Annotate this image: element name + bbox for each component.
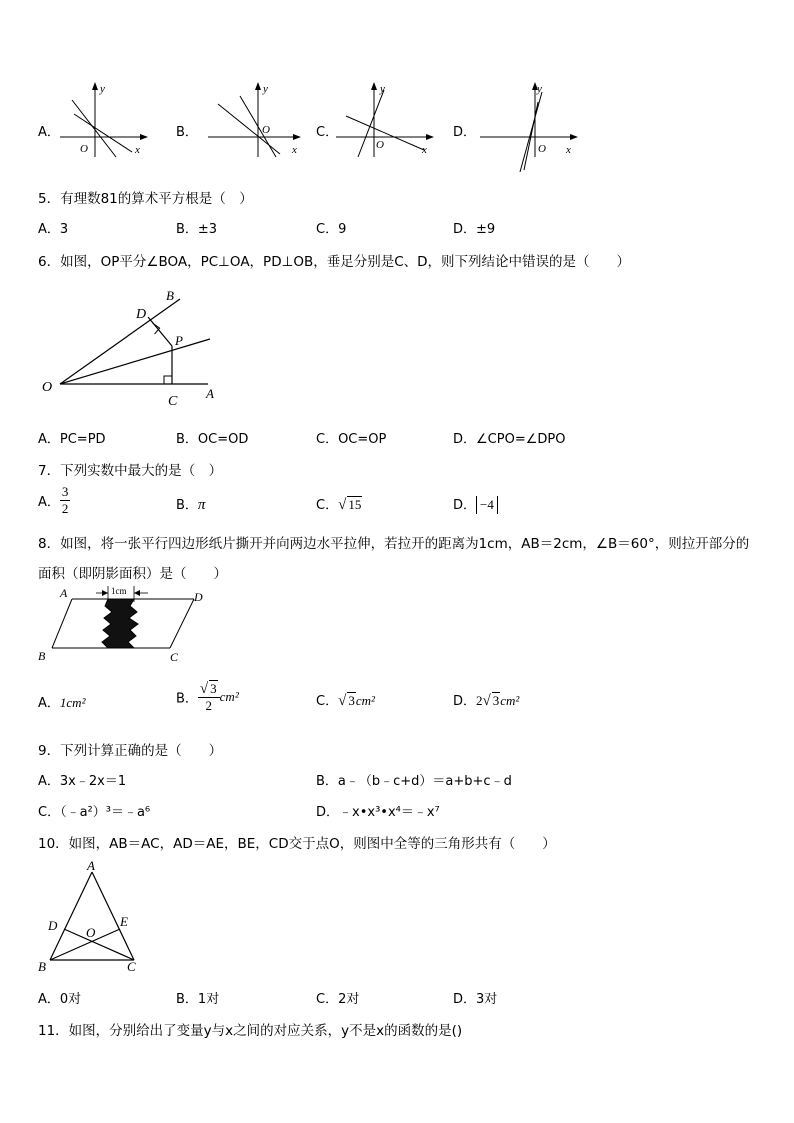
q6-label-b: B	[166, 288, 174, 303]
q8-stem-line1: 8．如图，将一张平行四边形纸片撕开并向两边水平拉伸，若拉开的距离为1cm，AB＝2cm，∠B＝60°，则拉开部分的	[38, 536, 750, 552]
q8-c-letter: C．	[316, 694, 339, 709]
q8-b-numerator: 3	[210, 681, 217, 696]
graph-a-x: x	[135, 144, 140, 156]
q7-a-numerator: 3	[61, 484, 69, 499]
q8-a-letter: A．	[38, 696, 60, 711]
q8-d-unit: cm²	[500, 693, 520, 708]
q8-option-c[interactable]	[316, 690, 375, 710]
q10-stem: 10．如图，AB＝AC，AD＝AE，BE，CD交于点O，则图中全等的三角形共有（ ）	[38, 836, 556, 852]
q6-label-c: C	[168, 394, 178, 409]
graph-c-y: y	[380, 83, 385, 95]
q8-b-letter: B．	[176, 691, 198, 707]
q7-b-value: π	[197, 497, 206, 513]
graph-d-y: y	[537, 83, 542, 95]
q8-option-a[interactable]	[38, 692, 85, 711]
q7-c-value: 15	[348, 497, 362, 512]
q10-option-b[interactable]: B．1对	[176, 992, 220, 1007]
q6-label-o: O	[42, 380, 53, 395]
graph-b-x: x	[292, 144, 297, 156]
q8-gap-label: 1cm	[111, 586, 127, 596]
q8-b-fraction	[198, 680, 220, 714]
q9-option-c[interactable]: C．（﹣a²）³＝﹣a⁶	[38, 805, 151, 820]
q6-option-c[interactable]: C．OC=OP	[316, 432, 387, 447]
q8-d-letter: D．	[453, 694, 477, 709]
q8-figure	[36, 584, 236, 666]
q9-option-a[interactable]: A．3x﹣2x＝1	[38, 774, 127, 789]
q7-option-c[interactable]	[316, 494, 362, 514]
q7-a-fraction	[60, 484, 71, 517]
q7-c-letter: C．	[316, 498, 339, 513]
q8-c-radical: √	[338, 693, 347, 709]
q8-d-radical: √	[482, 693, 491, 709]
q7-stem: 7．下列实数中最大的是（ ）	[38, 463, 223, 479]
q5-option-c[interactable]: C．9	[316, 222, 347, 237]
q8-option-b[interactable]	[176, 680, 239, 714]
graph-option-d-label: D．	[453, 125, 477, 140]
q7-option-d[interactable]	[453, 494, 498, 514]
q10-label-a: A	[87, 858, 95, 873]
graph-b	[208, 82, 303, 157]
q7-option-a[interactable]	[38, 484, 70, 517]
q10-label-o: O	[86, 925, 96, 940]
q6-label-d: D	[136, 307, 147, 322]
graph-b-o: O	[262, 124, 270, 136]
q6-label-a: A	[206, 386, 214, 401]
q8-b-unit: cm²	[219, 689, 239, 704]
q7-option-b[interactable]	[176, 494, 205, 514]
graph-option-c-label: C．	[316, 125, 339, 140]
graph-a-y: y	[100, 83, 105, 95]
q6-option-b[interactable]: B．OC=OD	[176, 432, 249, 447]
q8-label-b: B	[38, 649, 46, 663]
q11-stem: 11．如图，分别给出了变量y与x之间的对应关系，y不是x的函数的是()	[38, 1023, 463, 1039]
q6-label-p: P	[175, 333, 183, 348]
q8-stem-line2: 面积（即阴影面积）是（ ）	[38, 566, 227, 582]
graph-a-o: O	[80, 143, 88, 155]
q8-c-unit: cm²	[355, 693, 375, 708]
q10-label-e: E	[120, 914, 128, 929]
q9-stem: 9．下列计算正确的是（ ）	[38, 743, 223, 759]
graph-option-a-label: A．	[38, 125, 60, 140]
q9-option-d[interactable]: D．﹣x•x³•x⁴＝﹣x⁷	[316, 805, 440, 820]
graph-a	[60, 82, 150, 157]
q7-b-letter: B．	[176, 498, 198, 513]
q6-stem: 6．如图，OP平分∠BOA，PC⊥OA，PD⊥OB，垂足分别是C、D，则下列结论中错误的是（ ）	[38, 254, 631, 270]
q7-c-radical: √	[338, 497, 347, 513]
graph-d-o: O	[538, 143, 546, 155]
q7-d-letter: D．	[453, 498, 477, 513]
q6-figure	[38, 285, 228, 410]
q10-label-c: C	[127, 959, 136, 974]
q10-option-a[interactable]: A．0对	[38, 992, 82, 1007]
q10-option-c[interactable]: C．2对	[316, 992, 360, 1007]
q10-label-b: B	[38, 959, 46, 974]
q7-a-letter: A．	[38, 495, 60, 510]
q8-label-a: A	[60, 586, 68, 600]
q8-b-radical: √	[199, 681, 209, 697]
q8-option-d[interactable]	[453, 690, 519, 710]
q8-label-d: D	[194, 590, 203, 604]
q8-b-denominator: 2	[205, 698, 213, 713]
q8-c-value: 3	[348, 693, 355, 708]
q9-option-b[interactable]: B．a﹣（b﹣c+d）＝a+b+c﹣d	[316, 774, 512, 789]
q8-a-value: 1cm²	[59, 695, 86, 710]
q7-a-denominator: 2	[61, 501, 69, 516]
q10-option-d[interactable]: D．3对	[453, 992, 498, 1007]
q6-option-d[interactable]: D．∠CPO=∠DPO	[453, 432, 566, 447]
graph-c-x: x	[422, 144, 427, 156]
q8-d-value: 3	[492, 693, 500, 708]
q5-option-b[interactable]: B．±3	[176, 222, 218, 237]
q10-figure	[36, 858, 146, 978]
q5-stem: 5．有理数81的算术平方根是（ ）	[38, 191, 253, 207]
graph-b-y: y	[263, 83, 268, 95]
q6-option-a[interactable]: A．PC=PD	[38, 432, 106, 447]
graph-d-x: x	[566, 144, 571, 156]
q7-d-value: −4	[476, 496, 498, 514]
graph-c-o: O	[376, 139, 384, 151]
graph-c	[336, 82, 436, 157]
graph-option-b-label: B．	[176, 125, 198, 140]
q5-option-a[interactable]: A．3	[38, 222, 69, 237]
q10-label-d: D	[48, 918, 58, 933]
q8-label-c: C	[170, 650, 179, 664]
q8-d-coef: 2	[476, 693, 483, 708]
q5-option-d[interactable]: D．±9	[453, 222, 496, 237]
graph-d	[480, 82, 580, 177]
